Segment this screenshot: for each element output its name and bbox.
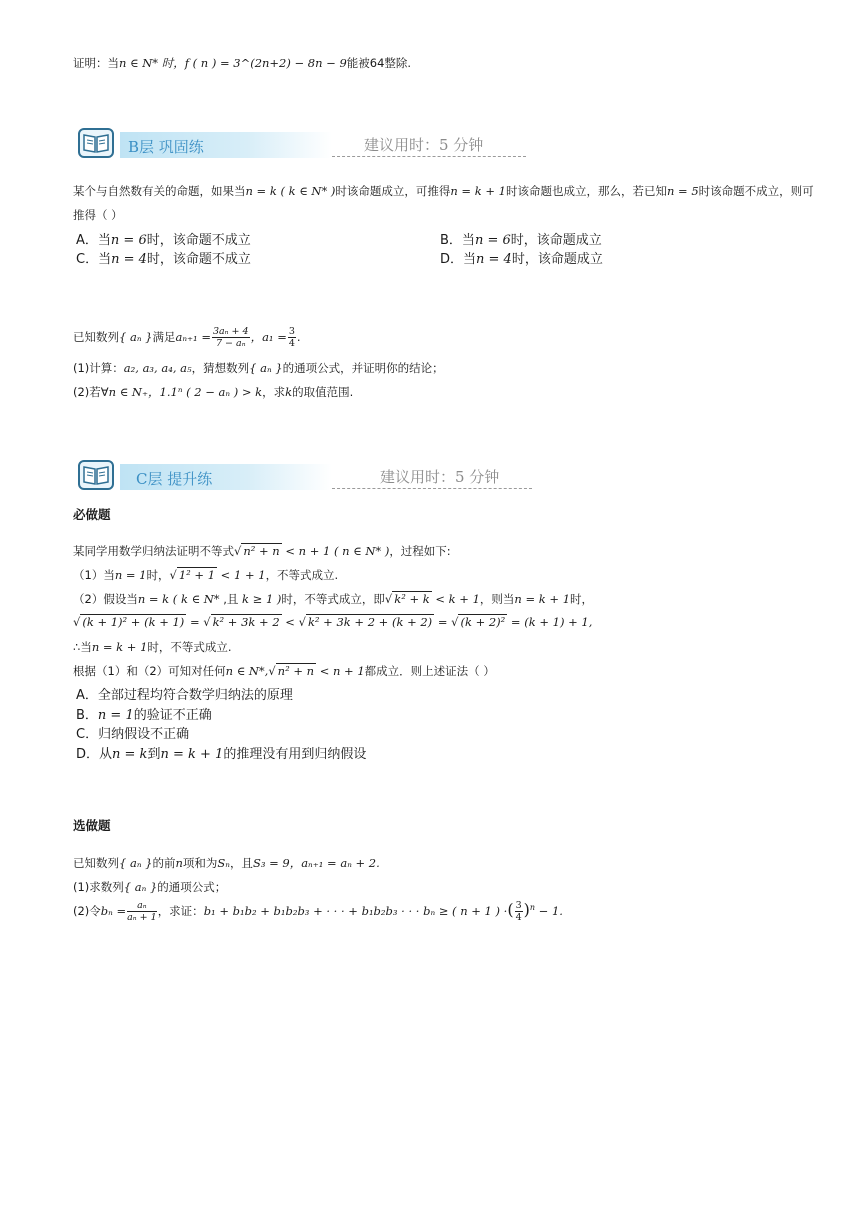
math: n = k + 1 <box>91 640 148 654</box>
top-condition: n ∈ N* 时， <box>119 56 185 70</box>
book-icon <box>78 128 114 158</box>
must-option-d <box>76 743 366 762</box>
must-line1 <box>73 543 451 559</box>
option-letter: B． <box>440 233 462 248</box>
fraction-denominator: aₙ + 1 <box>127 912 157 923</box>
fraction-numerator: 3aₙ + 4 <box>212 326 249 337</box>
q-b2-intro <box>73 326 301 349</box>
math: − 1. <box>535 904 563 918</box>
text: 时， <box>570 592 594 606</box>
text: 某同学用数学归纳法证明不等式 <box>73 544 234 558</box>
q-b1-line2: 推得（ ） <box>73 208 123 222</box>
math: { aₙ } <box>119 856 153 870</box>
text: 时该命题不成立，则可 <box>698 184 814 198</box>
text: 根据（1）和（2）可知对任何 <box>73 664 226 678</box>
math: n = k ( k ∈ N* <box>137 592 220 606</box>
option-text: 时，该命题成立 <box>510 233 602 248</box>
recurrence-fraction <box>212 326 250 349</box>
math: n = k + 1 <box>514 592 571 606</box>
option-text: 时，该命题不成立 <box>146 233 251 248</box>
must-do-heading: 必做题 <box>73 507 111 522</box>
math: < <box>281 615 299 629</box>
math: a₂, a₃, a₄, a₅ <box>123 361 192 375</box>
math: k ≥ 1 ) <box>242 592 282 606</box>
sqrt-radicand: n² + n <box>277 664 315 678</box>
math: = <box>434 615 452 629</box>
q-b2-part1 <box>73 360 444 376</box>
sqrt-radicand: n² + n <box>243 544 280 558</box>
section-c-timer: 建议用时：5 分钟 <box>380 468 500 486</box>
must-option-a <box>76 684 293 703</box>
exponent: n <box>529 903 536 913</box>
text: ，不等式成立. <box>265 568 339 582</box>
option-text: 归纳假设不正确 <box>98 727 190 742</box>
must-line6 <box>73 663 495 679</box>
text: 的通项公式，并证明你的结论； <box>282 361 444 375</box>
math: n = 1 <box>114 568 147 582</box>
fraction-numerator: 3 <box>515 900 522 911</box>
sqrt-radicand: k² + k <box>394 592 430 606</box>
text: 时该命题也成立，那么，若已知 <box>505 184 667 198</box>
math: < n + 1 ( n ∈ N* ) <box>281 544 390 558</box>
text: （1）当 <box>73 568 115 582</box>
book-icon <box>78 460 114 490</box>
text: 时， <box>146 568 170 582</box>
option-text: 全部过程均符合数学归纳法的原理 <box>97 688 293 703</box>
text: 已知数列 <box>73 330 119 344</box>
math: k <box>285 385 293 399</box>
option-math: n = 4 <box>476 252 512 267</box>
sqrt-radicand: k² + 3k + 2 + (k + 2) <box>307 615 433 629</box>
text: ，则当 <box>479 592 515 606</box>
fraction-denominator: 4 <box>288 338 295 349</box>
math: n <box>175 856 183 870</box>
q-b2-part2 <box>73 384 353 400</box>
choose-do-heading: 选做题 <box>73 818 111 833</box>
option-text: 当 <box>97 233 111 248</box>
text: 的取值范围. <box>292 385 354 399</box>
math: ，a₁ = <box>250 330 287 344</box>
top-text-prefix: 证明：当 <box>73 56 119 70</box>
math: { aₙ } <box>119 330 153 344</box>
option-math: n = 6 <box>110 233 147 248</box>
section-b-dashed-line <box>332 156 526 157</box>
math: n ∈ N*, <box>225 664 269 678</box>
choose-line1 <box>73 855 380 871</box>
math: n = k ( k ∈ N* ) <box>245 184 336 198</box>
text: 满足 <box>152 330 176 344</box>
text: （2）假设当 <box>73 592 138 606</box>
math: < n + 1 <box>316 664 365 678</box>
math: Sₙ <box>217 856 230 870</box>
math: n = k + 1 <box>450 184 506 198</box>
fraction-denominator: 4 <box>515 912 522 923</box>
math: n = 5 <box>666 184 699 198</box>
q-b1-line1 <box>73 183 814 199</box>
option-text: 的验证不正确 <box>133 708 212 723</box>
text: ，求 <box>262 385 286 399</box>
math: = (k + 1) + 1, <box>507 615 593 629</box>
math: { aₙ } <box>123 880 158 894</box>
must-line5 <box>73 639 232 655</box>
text: ∴当 <box>73 640 92 654</box>
text: 时，不等式成立. <box>147 640 232 654</box>
must-option-c <box>76 723 189 742</box>
text: 某个与自然数有关的命题，如果当 <box>73 184 246 198</box>
section-c-dashed-line <box>332 488 532 489</box>
option-math: n = k <box>112 747 148 762</box>
text: 都成立．则上述证法（ ） <box>364 664 495 678</box>
text: 时，不等式成立，即 <box>281 592 385 606</box>
text: 时该命题成立，可推得 <box>335 184 451 198</box>
option-text: 当 <box>463 252 477 267</box>
text: 的前 <box>152 856 176 870</box>
top-statement <box>73 55 411 71</box>
sqrt-radicand: (k + 1)² + (k + 1) <box>82 615 185 629</box>
math: S₃ = 9，aₙ₊₁ = aₙ + 2. <box>252 856 380 870</box>
option-text: 的推理没有用到归纳假设 <box>223 747 367 762</box>
section-c-banner <box>78 460 538 494</box>
sqrt-symbol: √ <box>169 568 177 582</box>
sqrt-radicand: (k + 2)² <box>460 615 506 629</box>
option-letter: C． <box>76 727 99 742</box>
option-math: n = k + 1 <box>160 747 224 762</box>
sqrt-radicand: 1² + 1 <box>178 568 216 582</box>
option-math: n = 4 <box>111 252 147 267</box>
b-n-fraction <box>127 900 157 923</box>
option-text: 时，该命题不成立 <box>146 252 251 267</box>
q-b1-option-d <box>440 248 603 267</box>
text: ，猜想数列 <box>191 361 250 375</box>
text: 已知数列 <box>73 856 119 870</box>
math: = <box>186 615 204 629</box>
sqrt-symbol: √ <box>203 615 211 629</box>
option-letter: B． <box>76 708 98 723</box>
math: < 1 + 1 <box>217 568 266 582</box>
math: n ∈ N₊，1.1ⁿ ( 2 − aₙ ) > k <box>108 385 263 399</box>
paren-open: ( <box>507 900 514 919</box>
option-text: 当 <box>98 252 112 267</box>
text: . <box>296 330 301 344</box>
option-letter: A． <box>76 233 98 248</box>
choose-part1 <box>73 879 226 895</box>
text: (1)求数列 <box>73 880 124 894</box>
math: bₙ = <box>100 904 127 918</box>
sqrt-symbol: √ <box>73 615 81 629</box>
option-letter: C． <box>76 252 99 267</box>
text: ，过程如下: <box>389 544 451 558</box>
must-option-b <box>76 704 212 723</box>
option-text: 到 <box>147 747 161 762</box>
text: (2)令 <box>73 904 101 918</box>
math: < k + 1 <box>431 592 480 606</box>
text: ，求证： <box>157 904 204 918</box>
math: b₁ + b₁b₂ + b₁b₂b₃ + · · · + b₁b₂b₃ · · · bₙ ≥ ( n + 1 ) · <box>203 904 508 918</box>
init-fraction <box>288 326 296 349</box>
top-text-suffix: 能被64整除. <box>346 56 412 70</box>
three-quarters-fraction <box>515 900 523 923</box>
section-b-timer: 建议用时：5 分钟 <box>364 136 484 154</box>
q-b1-option-a <box>76 229 251 248</box>
option-text: 时，该命题成立 <box>511 252 603 267</box>
fraction-denominator: 7 − aₙ <box>215 338 246 349</box>
math: { aₙ } <box>249 361 283 375</box>
q-b1-option-c <box>76 248 251 267</box>
option-math: n = 6 <box>474 233 511 248</box>
sqrt-symbol: √ <box>234 544 242 558</box>
text: 的通项公式； <box>157 880 227 894</box>
math: aₙ₊₁ = <box>175 330 211 344</box>
section-b-banner <box>78 128 528 162</box>
fraction-numerator: aₙ <box>127 900 157 912</box>
option-math: n = 1 <box>97 708 134 723</box>
top-formula: f ( n ) = 3^(2n+2) − 8n − 9 <box>184 56 347 70</box>
text: (1)计算： <box>73 361 124 375</box>
text: ,且 <box>219 592 243 606</box>
text: (2)若∀ <box>73 385 109 399</box>
section-b-label: B层 巩固练 <box>128 138 204 156</box>
paren-close: ) <box>523 900 530 919</box>
q-b1-option-b <box>440 229 602 248</box>
text: ，且 <box>229 856 253 870</box>
must-line2 <box>73 567 338 583</box>
must-line4 <box>73 615 592 629</box>
sqrt-symbol: √ <box>298 615 306 629</box>
sqrt-symbol: √ <box>268 664 276 678</box>
sqrt-radicand: k² + 3k + 2 <box>212 615 280 629</box>
section-c-label: C层 提升练 <box>136 470 213 488</box>
sqrt-symbol: √ <box>384 592 393 606</box>
option-letter: D． <box>440 252 464 267</box>
option-letter: A． <box>76 688 98 703</box>
fraction-numerator: 3 <box>288 326 295 337</box>
option-letter: D． <box>76 747 100 762</box>
option-text: 从 <box>99 747 113 762</box>
text: 项和为 <box>182 856 218 870</box>
sqrt-symbol: √ <box>451 615 459 629</box>
must-line3 <box>73 591 593 607</box>
option-text: 当 <box>461 233 475 248</box>
choose-part2 <box>73 900 563 923</box>
